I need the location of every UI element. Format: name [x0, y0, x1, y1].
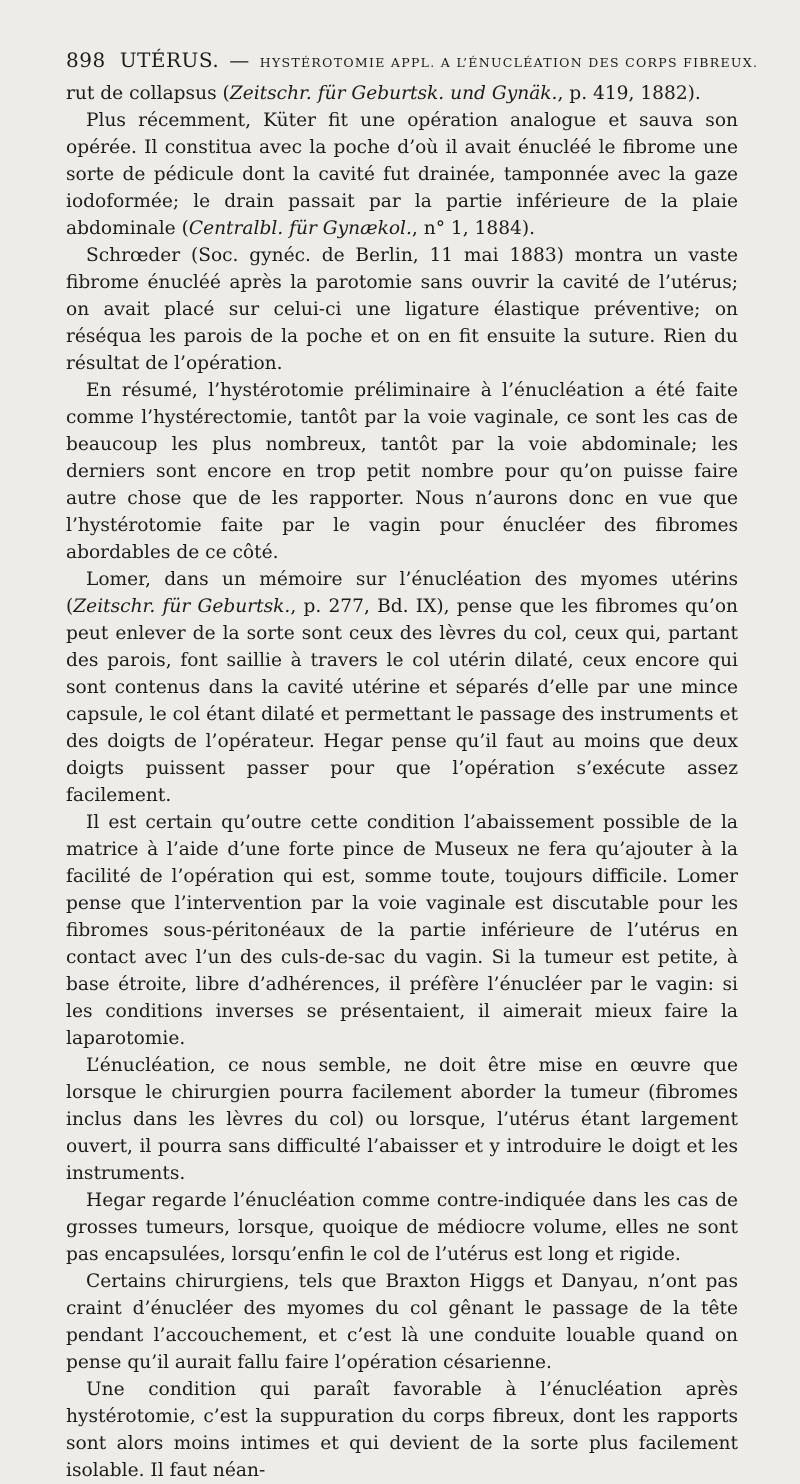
- paragraph: [66, 242, 738, 377]
- paragraph-text: Schrœder (Soc. gynéc. de Berlin, 11 mai 1883) montra un vaste fibrome énucléé après la parotomie sans ouvrir la cavité de l’utérus; on avait placé sur celui-ci une ligature élastique préventive; on réséqua les parois de la poche et on en fit ensuite la suture. Rien du résultat de l’opération.: [66, 245, 738, 374]
- paragraph-text: L’énucléation, ce nous semble, ne doit être mise en œuvre que lorsque le chirurgien pourra facilement aborder la tumeur (fibromes inclus dans les lèvres du col) ou lorsque, l’utérus étant largement ouvert, il pourra sans difficulté l’abaisser et y introduire le doigt et les instruments.: [66, 1055, 738, 1184]
- running-subtitle: HYSTÉROTOMIE APPL. A L’ÉNUCLÉATION DES CORPS FIBREUX.: [259, 55, 759, 70]
- header-dash: —: [229, 48, 250, 72]
- running-title: UTÉRUS.: [119, 48, 220, 72]
- paragraph: [66, 1376, 738, 1484]
- paragraph: [66, 80, 738, 107]
- paragraph-text: Certains chirurgiens, tels que Braxton Higgs et Danyau, n’ont pas craint d’énucléer des myomes du col gênant le passage de la tête pendant l’accouchement, et c’est là une conduite louable quand on pense qu’il aurait fallu faire l’opération césarienne.: [66, 1271, 738, 1373]
- paragraph: [66, 1052, 738, 1187]
- paragraph: [66, 107, 738, 242]
- body-text: [66, 80, 738, 1484]
- citation-italic: Zeitschr. für Geburtsk.: [73, 596, 291, 617]
- citation-italic: Centralbl. für Gynækol.: [188, 218, 412, 239]
- paragraph: [66, 377, 738, 566]
- paragraph-text: Plus récemment, Küter fit une opération analogue et sauva son opérée. Il constitua avec la poche d’où il avait énucléé le fibrome une sorte de pédicule dont la cavité fut drainée, tamponnée avec la gaze iodoformée; le drain passait par la partie inférieure de la plaie abdominale (: [66, 110, 738, 239]
- paragraph-text: , p. 419, 1882).: [557, 83, 701, 104]
- page-number: 898: [66, 48, 106, 72]
- paragraph: [66, 809, 738, 1052]
- running-header: [66, 48, 759, 72]
- paragraph: [66, 1268, 738, 1376]
- paragraph-text: Lomer, dans un mémoire sur l’énucléation des myomes utérins (: [66, 569, 738, 617]
- paragraph-text: En résumé, l’hystérotomie préliminaire à l’énucléation a été faite comme l’hystérectomie, tantôt par la voie vaginale, ce sont les cas de beaucoup les plus nombreux, tantôt par la voie abdominale; les derniers sont encore en trop petit nombre pour qu’on puisse faire autre chose que de les rapporter. Nous n’aurons donc en vue que l’hystérotomie faite par le vagin pour énucléer des fibromes abordables de ce côté.: [66, 380, 738, 563]
- paragraph-text: Hegar regarde l’énucléation comme contre-indiquée dans les cas de grosses tumeurs, lorsque, quoique de médiocre volume, elles ne sont pas encapsulées, lorsqu’enfin le col de l’utérus est long et rigide.: [66, 1190, 738, 1265]
- paragraph: [66, 566, 738, 809]
- paragraph: [66, 1187, 738, 1268]
- paragraph-text: , n° 1, 1884).: [411, 218, 536, 239]
- paragraph-text: Il est certain qu’outre cette condition l’abaissement possible de la matrice à l’aide d’une forte pince de Museux ne fera qu’ajouter à la facilité de l’opération qui est, somme toute, toujours difficile. Lomer pense que l’intervention par la voie vaginale est discutable pour les fibromes sous-péritonéaux de la partie inférieure de l’utérus en contact avec l’un des culs-de-sac du vagin. Si la tumeur est petite, à base étroite, libre d’adhérences, il préfère l’énucléer par le vagin: si les conditions inverses se présentaient, il aimerait mieux faire la laparotomie.: [66, 812, 738, 1049]
- paragraph-text: Une condition qui paraît favorable à l’énucléation après hystérotomie, c’est la suppuration du corps fibreux, dont les rapports sont alors moins intimes et qui devient de la sorte plus facilement isolable. Il faut néan-: [66, 1379, 738, 1481]
- citation-italic: Zeitschr. für Geburtsk. und Gynäk.: [229, 83, 558, 104]
- paragraph-text: rut de collapsus (: [66, 83, 230, 104]
- paragraph-text: , p. 277, Bd. IX), pense que les fibromes qu’on peut enlever de la sorte sont ceux des lèvres du col, ceux qui, partant des parois, font saillie à travers le col utérin dilaté, ceux encore qui sont contenus dans la cavité utérine et séparés d’elle par une mince capsule, le col étant dilaté et permettant le passage des instruments et des doigts de l’opérateur. Hegar pense qu’il faut au moins que deux doigts puissent passer pour que l’opération s’exécute assez facilement.: [66, 596, 738, 806]
